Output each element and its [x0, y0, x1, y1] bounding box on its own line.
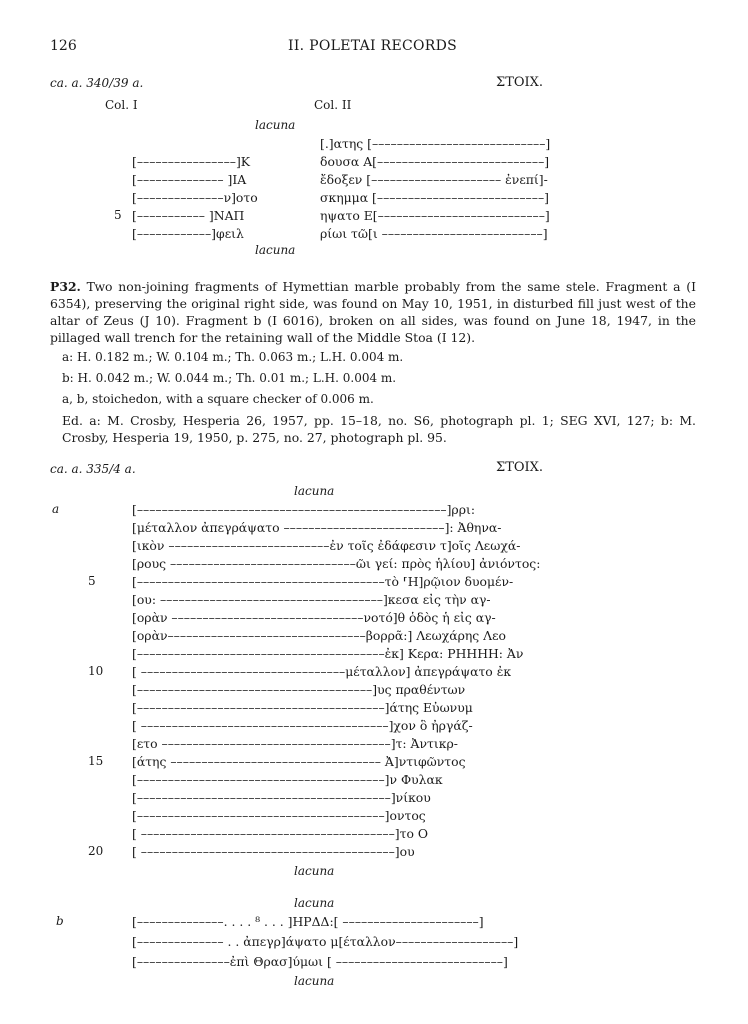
frag-b-lacuna-bottom: lacuna — [294, 974, 335, 988]
p32-dims-a: a: H. 0.182 m.; W. 0.104 m.; Th. 0.063 m.; L.H. 0.004 m. — [62, 350, 404, 364]
col2-line: [.]ατης [––––––––––––––––––––––––––––] — [320, 136, 551, 151]
frag-a-lacuna-bottom: lacuna — [294, 864, 335, 878]
frag-a-line: [ ––––––––––––––––––––––––––––––––––––––––]χον ὃ ἠργάζ- — [132, 718, 473, 733]
col1-line: [––––––––––––]φειλ — [132, 226, 244, 241]
running-title: II. POLETAI RECORDS — [288, 38, 458, 54]
frag-a-line: [–––––––––––––––––––––––––––––––––––––––––]νίκου — [132, 790, 431, 805]
col2-line: ρίωι τῶ[ι ––––––––––––––––––––––––––] — [320, 226, 548, 241]
frag-b-label: b — [56, 914, 64, 928]
col1-line: [––––––––––––––––]K — [132, 154, 251, 169]
frag-a-line: [––––––––––––––––––––––––––––––––––––––––]άτης Εὐωνυμ — [132, 700, 473, 715]
frag-a-line: [––––––––––––––––––––––––––––––––––––––]υς πραθέντων — [132, 682, 466, 697]
col2-label: Col. II — [314, 98, 352, 112]
frag-a-line: [––––––––––––––––––––––––––––––––––––––––]οντος — [132, 808, 426, 823]
frag-a-line: [ –––––––––––––––––––––––––––––––––––––––––]το Ο — [132, 826, 429, 841]
frag-a-line: [ –––––––––––––––––––––––––––––––––––––––––]ου — [132, 844, 415, 859]
p31-line-number: 5 — [114, 208, 122, 222]
frag-b-lacuna-top: lacuna — [294, 896, 335, 910]
col1-label: Col. I — [105, 98, 138, 112]
col1-line: [––––––––––––––ν]οτο — [132, 190, 258, 205]
p32-description — [50, 278, 696, 346]
frag-a-line-number: 10 — [88, 664, 104, 678]
p32-dims-b: b: H. 0.042 m.; W. 0.044 m.; Th. 0.01 m.; L.H. 0.004 m. — [62, 371, 397, 385]
frag-a-line: [––––––––––––––––––––––––––––––––––––––––ἐκ] Κερα: ΡΗΗΗΗ: Ἀν — [132, 646, 524, 661]
frag-a-line: [ορὰν––––––––––––––––––––––––––––––––βορρᾶ:] Λεωχάρης Λεο — [132, 628, 506, 643]
frag-a-line-number: 5 — [88, 574, 96, 588]
frag-a-line: [ικὸν ––––––––––––––––––––––––––ἐν τοῖς ἐδάφεσιν τ]οῖς Λεωχά- — [132, 538, 521, 553]
frag-a-line-number: 20 — [88, 844, 104, 858]
frag-a-line: [ρους ––––––––––––––––––––––––––––––ῶι γεί: πρὸς ἡλίου] ἀνιόντος: — [132, 556, 541, 571]
p32-stoich: ΣΤΟΙΧ. — [496, 460, 544, 475]
col2-line: σκημμα [–––––––––––––––––––––––––––] — [320, 190, 549, 205]
col1-line: [–––––––––––––– ]IA — [132, 172, 247, 187]
p31-lacuna-top: lacuna — [255, 118, 296, 132]
frag-a-line: [––––––––––––––––––––––––––––––––––––––––––––––––––]ρρι: — [132, 502, 476, 517]
frag-a-line: [ετο –––––––––––––––––––––––––––––––––––––]τ: Ἀντικρ- — [132, 736, 458, 751]
frag-a-label: a — [52, 502, 60, 516]
frag-a-lacuna-top: lacuna — [294, 484, 335, 498]
frag-a-line: [ –––––––––––––––––––––––––––––––––μέταλλον] ἀπεγράψατο ἐκ — [132, 664, 512, 679]
col2-line: ηψατο Ε[–––––––––––––––––––––––––––] — [320, 208, 550, 223]
p32-label: P32. — [50, 279, 81, 294]
p31-date: ca. a. 340/39 a. — [50, 76, 144, 90]
frag-a-line: [μέταλλον ἀπεγράψατο ––––––––––––––––––––––––––]: Ἀθηνα- — [132, 520, 502, 535]
frag-a-line: [άτης –––––––––––––––––––––––––––––––––– Ἀ]ντιφῶντος — [132, 754, 466, 769]
p31-stoich: ΣΤΟΙΧ. — [496, 75, 544, 90]
col2-line: δουσα Α[–––––––––––––––––––––––––––] — [320, 154, 550, 169]
frag-b-line: [–––––––––––––– . . ἀπεγρ]άψατο μ[έταλλον–––––––––––––––––––] — [132, 934, 519, 949]
frag-a-line: [ορὰν –––––––––––––––––––––––––––––––νοτό]θ ὁδὸς ἡ εἰς αγ- — [132, 610, 496, 625]
frag-b-line: [––––––––––––––. . . . ⁸ . . . ]ΗΡΔΔ:[ ––––––––––––––––––––––] — [132, 914, 484, 929]
p32-editions: Ed. a: M. Crosby, Hesperia 26, 1957, pp. 15–18, no. S6, photograph pl. 1; SEG XVI, 127; b: M. Crosby, Hesperia 19, 1950, p. 275, no. 27, photograph pl. 95. — [62, 413, 696, 445]
col2-line: ἔδοξεν [––––––––––––––––––––– ἐνεπί]- — [320, 172, 548, 187]
p32-date: ca. a. 335/4 a. — [50, 462, 136, 476]
frag-a-line: [ου: ––––––––––––––––––––––––––––––––––––]κεσα εἰς τὴν αγ- — [132, 592, 491, 607]
page-number: 126 — [50, 38, 77, 54]
frag-a-line: [––––––––––––––––––––––––––––––––––––––––τὸ ⸢Η]ρῷιον δυομέν- — [132, 574, 514, 589]
p32-stoichedon: a, b, stoichedon, with a square checker of 0.006 m. — [62, 392, 374, 406]
p32-description-text: Two non-joining fragments of Hymettian marble probably from the same stele. Fragment a (I 6354), preserving the original right side, was found on May 10, 1951, in disturbed fill just west of the altar of Zeus (J 10). Fragment b (I 6016), broken on all sides, was found on June 18, 1947, in the pillaged wall trench for the retaining wall of the Middle Stoa (I 12). — [50, 279, 696, 345]
frag-b-line: [–––––––––––––––ἐπὶ Θρασ]ύμωι [ –––––––––––––––––––––––––––] — [132, 954, 508, 969]
col1-line: [––––––––––– ]ΝΑΠ — [132, 208, 245, 223]
p31-lacuna-bottom: lacuna — [255, 243, 296, 257]
frag-a-line: [––––––––––––––––––––––––––––––––––––––––]ν Φυλακ — [132, 772, 443, 787]
frag-a-line-number: 15 — [88, 754, 104, 768]
